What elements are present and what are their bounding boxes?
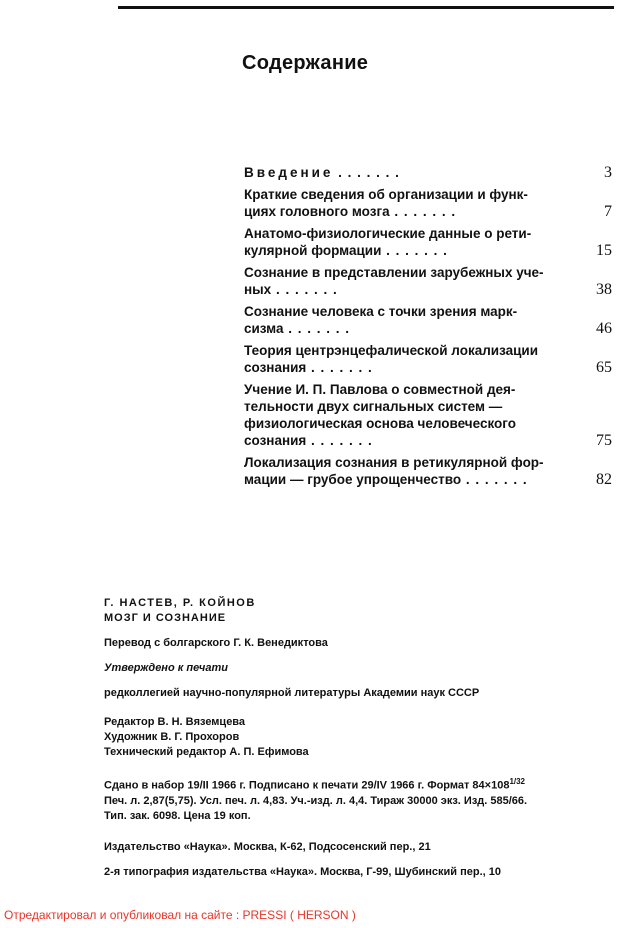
toc-entry-text: Сознание человека с точки зрения марк-	[244, 304, 518, 319]
toc-entry-text: физиологическая основа человеческого	[244, 416, 516, 431]
toc-entry-text: Краткие сведения об организации и функ-	[244, 187, 528, 202]
toc-entry-text: Локализация сознания в ретикулярной фор-	[244, 455, 544, 470]
toc-page-number: 15	[596, 242, 612, 259]
imprint-print-line-1	[104, 774, 614, 794]
toc-entry-text: тельности двух сигнальных систем —	[244, 399, 503, 414]
toc-entry-text: Анатомо-физиологические данные о рети-	[244, 226, 532, 241]
toc-page-number: 82	[596, 471, 612, 488]
toc-entry-text: Введение . .	[244, 164, 564, 181]
toc-entry-text: циях головного мозга . .	[244, 203, 564, 220]
imprint-authors: Г. НАСТЕВ, Р. КОЙНОВ	[104, 597, 256, 609]
imprint-publisher: Издательство «Наука». Москва, К-62, Подсосенский пер., 21	[104, 840, 431, 853]
imprint-translation: Перевод с болгарского Г. К. Венедиктова	[104, 637, 328, 649]
imprint-artist: Художник В. Г. Прохоров	[104, 731, 240, 743]
toc-page-number: 3	[604, 164, 612, 181]
imprint-approved: Утверждено к печати	[104, 662, 228, 674]
toc-entry	[244, 225, 612, 259]
toc-entry-text: сознания . .	[244, 359, 564, 376]
toc-entry	[244, 164, 612, 181]
toc-entry-text: кулярной формации . .	[244, 242, 564, 259]
toc-entry	[244, 303, 612, 337]
toc-entry-text: мации — грубое упрощенчество . .	[244, 471, 564, 488]
toc-entry-text: Сознание в представлении зарубежных уче-	[244, 265, 544, 280]
toc-entry-text: сизма . .	[244, 320, 564, 337]
toc-entry-text: Теория центрэнцефалической локализации	[244, 343, 539, 358]
site-credit: Отредактировал и опубликовал на сайте : PRESSI ( HERSON )	[4, 908, 356, 922]
toc-page-number: 65	[596, 359, 612, 376]
toc-entry	[244, 454, 612, 488]
toc-page-number: 7	[604, 203, 612, 220]
imprint-tech-editor: Технический редактор А. П. Ефимова	[104, 746, 309, 758]
page-title: Содержание	[242, 52, 369, 74]
toc-entry-text: Учение И. П. Павлова о совместной дея-	[244, 382, 516, 397]
toc-entry	[244, 381, 612, 449]
imprint	[104, 596, 614, 880]
imprint-print-line-3: Тип. зак. 6098. Цена 19 коп.	[104, 809, 251, 822]
toc-entry	[244, 186, 612, 220]
toc-entry-text: сознания . .	[244, 432, 564, 449]
toc-entry	[244, 264, 612, 298]
toc-entry-text: ных . .	[244, 281, 564, 298]
toc-page-number: 46	[596, 320, 612, 337]
imprint-board: редколлегией научно-популярной литературы Академии наук СССР	[104, 687, 480, 699]
imprint-typography: 2-я типография издательства «Наука». Москва, Г-99, Шубинский пер., 10	[104, 865, 501, 878]
imprint-print-line-1-text: Сдано в набор 19/II 1966 г. Подписано к печати 29/IV 1966 г. Формат 84×108	[104, 779, 510, 792]
imprint-print-line-2: Печ. л. 2,87(5,75). Усл. печ. л. 4,83. Уч.-изд. л. 4,4. Тираж 30000 экз. Изд. 585/66.	[104, 794, 528, 807]
top-rule	[118, 6, 614, 9]
table-of-contents	[244, 164, 612, 493]
imprint-editor: Редактор В. Н. Вяземцева	[104, 716, 246, 728]
imprint-book-title: МОЗГ И СОЗНАНИЕ	[104, 612, 227, 624]
format-fraction: 1/32	[509, 777, 526, 786]
toc-page-number: 38	[596, 281, 612, 298]
toc-page-number: 75	[596, 432, 612, 449]
toc-entry	[244, 342, 612, 376]
